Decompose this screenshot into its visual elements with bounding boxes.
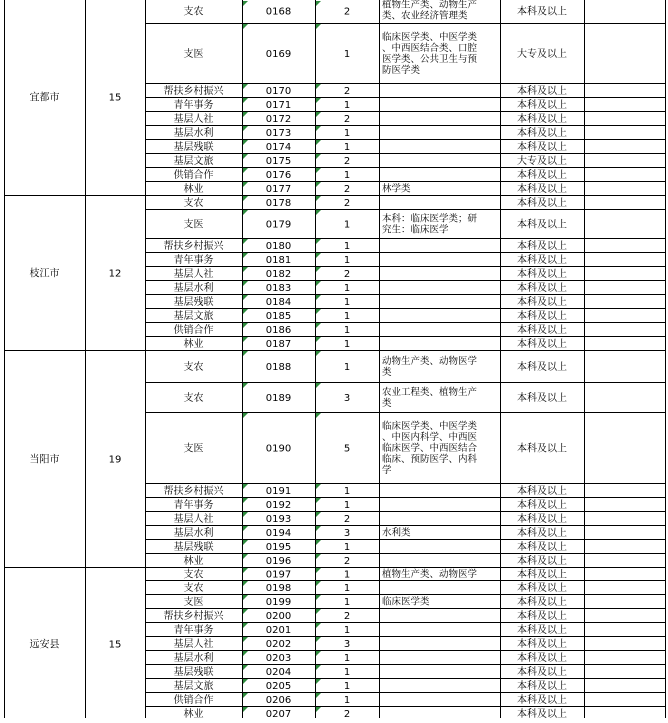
post-name-cell: 基层残联 [173, 142, 214, 153]
text-format-marker [316, 323, 321, 328]
post-name-cell: 供销合作 [173, 695, 214, 706]
post-name-cell: 基层人社 [173, 514, 214, 525]
post-name-cell: 支农 [183, 583, 204, 594]
text-format-marker [243, 679, 248, 684]
text-format-marker [316, 112, 321, 117]
text-format-marker [316, 693, 321, 698]
text-format-marker [316, 182, 321, 187]
education-cell: 本科及以上 [517, 198, 567, 209]
post-name-cell: 基层水利 [173, 653, 214, 664]
text-format-marker [316, 568, 321, 573]
headcount-cell: 1 [343, 49, 351, 60]
education-cell: 本科及以上 [517, 311, 567, 322]
education-cell: 本科及以上 [517, 709, 567, 718]
text-format-marker [316, 267, 321, 272]
education-cell: 本科及以上 [517, 219, 567, 231]
post-name-cell: 林业 [183, 709, 204, 718]
text-format-marker [243, 413, 248, 418]
post-name-cell: 帮扶乡村振兴 [163, 86, 224, 97]
post-code-cell: 0184 [265, 297, 292, 308]
post-code-cell: 0202 [265, 639, 292, 650]
text-format-marker [243, 651, 248, 656]
post-name-cell: 支医 [183, 443, 204, 455]
text-format-marker [316, 383, 321, 388]
major-requirement-text: 医学类、公共卫生与预 [382, 54, 478, 65]
text-format-marker [243, 126, 248, 131]
education-cell: 本科及以上 [517, 297, 567, 308]
post-code-cell: 0185 [265, 311, 292, 322]
text-format-marker [316, 196, 321, 201]
post-name-cell: 支农 [183, 6, 204, 18]
headcount-cell: 1 [343, 241, 351, 252]
text-format-marker [243, 383, 248, 388]
headcount-cell: 2 [343, 709, 351, 718]
education-cell: 本科及以上 [517, 528, 567, 539]
post-code-cell: 0174 [265, 142, 292, 153]
text-format-marker [243, 154, 248, 159]
post-name-cell: 基层文旅 [173, 311, 214, 322]
text-format-marker [243, 112, 248, 117]
headcount-cell: 2 [343, 86, 351, 97]
text-format-marker [316, 609, 321, 614]
post-code-cell: 0194 [265, 528, 292, 539]
post-name-cell: 支农 [183, 198, 204, 209]
headcount-cell: 1 [343, 653, 351, 664]
post-name-cell: 支医 [183, 597, 204, 608]
education-cell: 本科及以上 [517, 695, 567, 706]
post-name-cell: 青年事务 [173, 625, 214, 636]
post-name-cell: 帮扶乡村振兴 [163, 486, 224, 497]
post-code-cell: 0177 [265, 184, 292, 195]
education-cell: 本科及以上 [517, 142, 567, 153]
post-name-cell: 林业 [183, 339, 204, 350]
headcount-cell: 1 [343, 339, 351, 350]
major-requirement-text: 类、农业经济管理类 [382, 10, 468, 22]
headcount-cell: 3 [343, 639, 351, 650]
text-format-marker [316, 581, 321, 586]
education-cell: 本科及以上 [517, 639, 567, 650]
text-format-marker [316, 24, 321, 29]
region-count-cell: 15 [108, 639, 122, 651]
headcount-cell: 3 [343, 528, 351, 539]
text-format-marker [316, 498, 321, 503]
post-name-cell: 青年事务 [173, 255, 214, 266]
post-code-cell: 0183 [265, 283, 292, 294]
region-count-cell: 12 [108, 268, 122, 280]
major-requirement-text: 临床医学类 [382, 596, 430, 608]
education-cell: 本科及以上 [517, 443, 567, 455]
text-format-marker [243, 526, 248, 531]
major-requirement-text: 临床、预防医学、内科 [382, 454, 478, 465]
post-code-cell: 0207 [265, 709, 292, 718]
post-code-cell: 0176 [265, 170, 292, 181]
major-requirement-text: 植物生产类、动物生产 [382, 0, 478, 11]
post-code-cell: 0206 [265, 695, 292, 706]
text-format-marker [316, 651, 321, 656]
text-format-marker [316, 484, 321, 489]
text-format-marker [316, 512, 321, 517]
education-cell: 大专及以上 [517, 49, 567, 60]
education-cell: 本科及以上 [517, 611, 567, 622]
post-code-cell: 0201 [265, 625, 292, 636]
headcount-cell: 1 [343, 128, 351, 139]
text-format-marker [243, 98, 248, 103]
post-code-cell: 0197 [265, 569, 292, 581]
post-name-cell: 基层文旅 [173, 681, 214, 692]
headcount-cell: 1 [343, 297, 351, 308]
text-format-marker [316, 126, 321, 131]
major-requirement-text: 、中西医结合类、口腔 [382, 43, 478, 54]
headcount-cell: 1 [343, 170, 351, 181]
post-code-cell: 0204 [265, 667, 292, 678]
text-format-marker [316, 595, 321, 600]
post-name-cell: 基层水利 [173, 528, 214, 539]
post-code-cell: 0196 [265, 556, 292, 567]
headcount-cell: 2 [343, 269, 351, 280]
major-requirement-text: 本科：临床医学类；研 [382, 213, 478, 225]
text-format-marker [316, 337, 321, 342]
post-name-cell: 供销合作 [173, 325, 214, 336]
text-format-marker [316, 707, 321, 712]
post-name-cell: 基层人社 [173, 114, 214, 125]
text-format-marker [243, 323, 248, 328]
post-code-cell: 0181 [265, 255, 292, 266]
education-cell: 本科及以上 [517, 339, 567, 350]
post-name-cell: 帮扶乡村振兴 [163, 241, 224, 252]
text-format-marker [316, 140, 321, 145]
education-cell: 本科及以上 [517, 597, 567, 608]
major-requirement-text: 学 [382, 465, 392, 476]
education-cell: 本科及以上 [517, 255, 567, 266]
education-cell: 本科及以上 [517, 170, 567, 181]
major-requirement-text: 、中医内科学、中西医 [382, 432, 478, 443]
text-format-marker [243, 498, 248, 503]
post-code-cell: 0189 [265, 393, 292, 404]
text-format-marker [316, 540, 321, 545]
post-name-cell: 基层人社 [173, 639, 214, 650]
text-format-marker [243, 267, 248, 272]
post-code-cell: 0199 [265, 597, 292, 608]
post-code-cell: 0169 [265, 49, 292, 60]
post-code-cell: 0171 [265, 100, 292, 111]
region-name-cell: 宜都市 [29, 92, 60, 104]
major-requirement-text: 水利类 [382, 527, 411, 539]
post-name-cell: 基层文旅 [173, 156, 214, 167]
text-format-marker [316, 281, 321, 286]
post-code-cell: 0173 [265, 128, 292, 139]
region-count-cell: 19 [108, 454, 122, 466]
text-format-marker [243, 84, 248, 89]
text-format-marker [243, 595, 248, 600]
education-cell: 本科及以上 [517, 667, 567, 678]
text-format-marker [243, 665, 248, 670]
education-cell: 本科及以上 [517, 500, 567, 511]
education-cell: 本科及以上 [517, 100, 567, 111]
headcount-cell: 2 [343, 514, 351, 525]
post-code-cell: 0205 [265, 681, 292, 692]
text-format-marker [243, 168, 248, 173]
post-code-cell: 0191 [265, 486, 292, 497]
text-format-marker [316, 554, 321, 559]
headcount-cell: 1 [343, 100, 351, 111]
education-cell: 本科及以上 [517, 542, 567, 553]
text-format-marker [316, 239, 321, 244]
post-code-cell: 0198 [265, 583, 292, 594]
post-name-cell: 基层水利 [173, 283, 214, 294]
text-format-marker [243, 24, 248, 29]
headcount-cell: 1 [343, 362, 351, 373]
post-name-cell: 支农 [183, 362, 204, 373]
text-format-marker [243, 140, 248, 145]
major-requirement-text: 临床医学、中西医结合 [382, 443, 478, 454]
text-format-marker [243, 196, 248, 201]
text-format-marker [243, 309, 248, 314]
headcount-cell: 2 [343, 6, 351, 18]
post-code-cell: 0190 [265, 443, 292, 455]
post-name-cell: 供销合作 [173, 170, 214, 181]
post-name-cell: 支医 [183, 219, 204, 231]
post-code-cell: 0180 [265, 241, 292, 252]
text-format-marker [316, 210, 321, 215]
major-requirement-text: 林学类 [382, 183, 411, 195]
major-requirement-text: 动物生产类、动物医学 [382, 356, 478, 367]
post-code-cell: 0170 [265, 86, 292, 97]
headcount-cell: 1 [343, 219, 351, 231]
education-cell: 大专及以上 [517, 156, 567, 167]
text-format-marker [243, 484, 248, 489]
text-format-marker [243, 337, 248, 342]
major-requirement-text: 类 [382, 398, 392, 409]
headcount-cell: 1 [343, 667, 351, 678]
post-code-cell: 0200 [265, 611, 292, 622]
education-cell: 本科及以上 [517, 283, 567, 294]
text-format-marker [243, 609, 248, 614]
post-code-cell: 0192 [265, 500, 292, 511]
education-cell: 本科及以上 [517, 556, 567, 567]
headcount-cell: 1 [343, 569, 351, 581]
text-format-marker [316, 1, 321, 6]
post-name-cell: 青年事务 [173, 500, 214, 511]
text-format-marker [243, 623, 248, 628]
post-name-cell: 林业 [183, 184, 204, 195]
text-format-marker [316, 526, 321, 531]
post-code-cell: 0188 [265, 362, 292, 373]
text-format-marker [316, 84, 321, 89]
region-name-cell: 枝江市 [29, 268, 60, 280]
headcount-cell: 1 [343, 597, 351, 608]
education-cell: 本科及以上 [517, 514, 567, 525]
text-format-marker [316, 309, 321, 314]
text-format-marker [316, 154, 321, 159]
post-code-cell: 0195 [265, 542, 292, 553]
education-cell: 本科及以上 [517, 486, 567, 497]
headcount-cell: 1 [343, 695, 351, 706]
post-code-cell: 0175 [265, 156, 292, 167]
text-format-marker [243, 210, 248, 215]
headcount-cell: 2 [343, 114, 351, 125]
text-format-marker [316, 665, 321, 670]
text-format-marker [243, 568, 248, 573]
region-name-cell: 远安县 [29, 639, 60, 651]
post-name-cell: 基层人社 [173, 269, 214, 280]
post-name-cell: 支农 [183, 569, 204, 581]
major-requirement-text: 类 [382, 367, 392, 378]
headcount-cell: 3 [343, 393, 351, 404]
headcount-cell: 1 [343, 542, 351, 553]
text-format-marker [243, 1, 248, 6]
text-format-marker [243, 253, 248, 258]
education-cell: 本科及以上 [517, 393, 567, 404]
text-format-marker [243, 239, 248, 244]
text-format-marker [316, 168, 321, 173]
education-cell: 本科及以上 [517, 681, 567, 692]
headcount-cell: 5 [343, 443, 351, 455]
education-cell: 本科及以上 [517, 114, 567, 125]
post-name-cell: 青年事务 [173, 100, 214, 111]
headcount-cell: 1 [343, 283, 351, 294]
major-requirement-text: 究生：临床医学 [382, 224, 449, 236]
headcount-cell: 2 [343, 156, 351, 167]
education-cell: 本科及以上 [517, 569, 567, 581]
headcount-cell: 1 [343, 583, 351, 594]
major-requirement-text: 临床医学类、中医学类 [382, 32, 478, 43]
post-name-cell: 支医 [183, 49, 204, 60]
education-cell: 本科及以上 [517, 86, 567, 97]
headcount-cell: 1 [343, 311, 351, 322]
headcount-cell: 1 [343, 500, 351, 511]
education-cell: 本科及以上 [517, 241, 567, 252]
education-cell: 本科及以上 [517, 653, 567, 664]
text-format-marker [243, 295, 248, 300]
major-requirement-text: 农业工程类、植物生产 [382, 387, 478, 398]
region-name-cell: 当阳市 [29, 454, 60, 466]
region-count-cell: 15 [108, 92, 122, 104]
education-cell: 本科及以上 [517, 583, 567, 594]
major-requirement-text: 植物生产类、动物医学 [382, 569, 478, 580]
education-cell: 本科及以上 [517, 269, 567, 280]
education-cell: 本科及以上 [517, 184, 567, 195]
text-format-marker [243, 512, 248, 517]
text-format-marker [243, 707, 248, 712]
headcount-cell: 1 [343, 325, 351, 336]
text-format-marker [316, 295, 321, 300]
text-format-marker [243, 182, 248, 187]
major-requirement-text: 防医学类 [382, 65, 421, 76]
education-cell: 本科及以上 [517, 362, 567, 373]
headcount-cell: 2 [343, 184, 351, 195]
headcount-cell: 1 [343, 625, 351, 636]
text-format-marker [316, 98, 321, 103]
post-code-cell: 0172 [265, 114, 292, 125]
text-format-marker [243, 581, 248, 586]
post-code-cell: 0178 [265, 198, 292, 209]
text-format-marker [243, 281, 248, 286]
education-cell: 本科及以上 [517, 325, 567, 336]
text-format-marker [243, 637, 248, 642]
post-code-cell: 0179 [265, 219, 292, 231]
text-format-marker [316, 623, 321, 628]
text-format-marker [316, 637, 321, 642]
text-format-marker [316, 413, 321, 418]
post-code-cell: 0187 [265, 339, 292, 350]
headcount-cell: 1 [343, 142, 351, 153]
education-cell: 本科及以上 [517, 6, 567, 18]
education-cell: 本科及以上 [517, 625, 567, 636]
headcount-cell: 1 [343, 486, 351, 497]
text-format-marker [243, 693, 248, 698]
headcount-cell: 2 [343, 611, 351, 622]
post-code-cell: 0182 [265, 269, 292, 280]
text-format-marker [243, 554, 248, 559]
post-code-cell: 0193 [265, 514, 292, 525]
headcount-cell: 2 [343, 556, 351, 567]
post-name-cell: 基层残联 [173, 667, 214, 678]
post-name-cell: 基层残联 [173, 297, 214, 308]
text-format-marker [243, 540, 248, 545]
text-format-marker [316, 351, 321, 356]
post-name-cell: 支农 [183, 393, 204, 404]
post-code-cell: 0203 [265, 653, 292, 664]
text-format-marker [316, 679, 321, 684]
post-name-cell: 林业 [183, 556, 204, 567]
major-requirement-text: 临床医学类、中医学类 [382, 421, 478, 432]
post-name-cell: 帮扶乡村振兴 [163, 611, 224, 622]
headcount-cell: 1 [343, 255, 351, 266]
post-name-cell: 基层残联 [173, 542, 214, 553]
headcount-cell: 1 [343, 681, 351, 692]
post-code-cell: 0168 [265, 6, 292, 18]
post-name-cell: 基层水利 [173, 128, 214, 139]
post-code-cell: 0186 [265, 325, 292, 336]
headcount-cell: 2 [343, 198, 351, 209]
text-format-marker [316, 253, 321, 258]
text-format-marker [243, 351, 248, 356]
education-cell: 本科及以上 [517, 128, 567, 139]
